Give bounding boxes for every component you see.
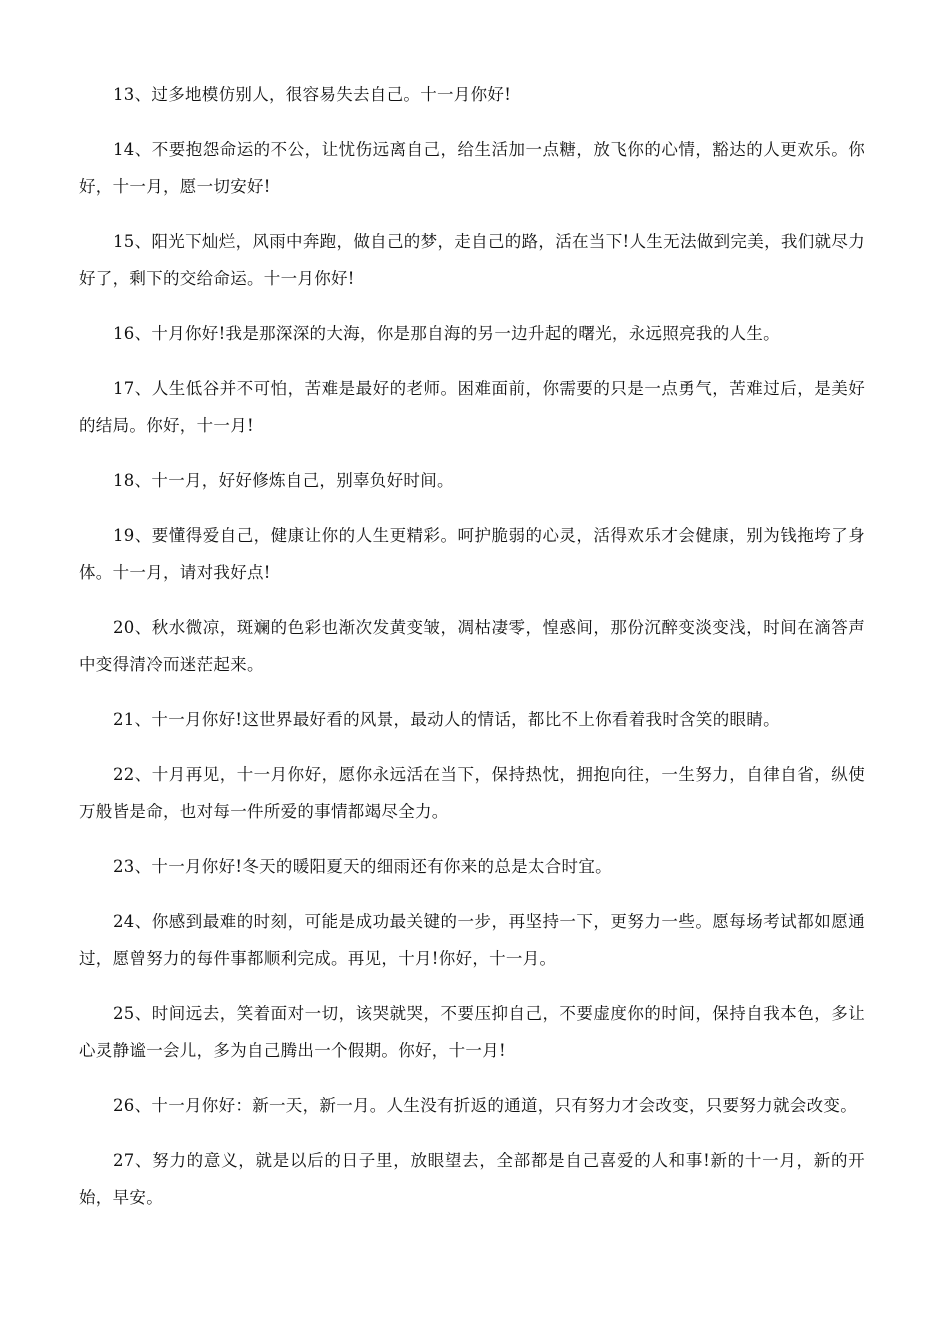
paragraph-14: 14、不要抱怨命运的不公，让忧伤远离自己，给生活加一点糖，放飞你的心情，豁达的人更欢乐。你好，十一月，愿一切安好! [79, 140, 865, 196]
paragraph-20: 20、秋水微凉，斑斓的色彩也渐次发黄变皱，凋枯凄零，惶惑间，那份沉醉变淡变浅，时间在滴答声中变得清冷而迷茫起来。 [79, 618, 865, 674]
paragraph-25: 25、时间远去，笑着面对一切，该哭就哭，不要压抑自己，不要虚度你的时间，保持自我本色，多让心灵静谧一会儿，多为自己腾出一个假期。你好，十一月! [79, 1004, 865, 1060]
paragraph-13: 13、过多地模仿别人，很容易失去自己。十一月你好! [113, 85, 512, 104]
paragraph-22: 22、十月再见，十一月你好，愿你永远活在当下，保持热忱，拥抱向往，一生努力，自律自省，纵使万般皆是命，也对每一件所爱的事情都竭尽全力。 [79, 765, 865, 821]
paragraph-27: 27、努力的意义，就是以后的日子里，放眼望去，全部都是自己喜爱的人和事!新的十一月，新的开始，早安。 [79, 1151, 865, 1207]
paragraph-18: 18、十一月，好好修炼自己，别辜负好时间。 [113, 471, 454, 490]
paragraph-24: 24、你感到最难的时刻，可能是成功最关键的一步，再坚持一下，更努力一些。愿每场考试都如愿通过，愿曾努力的每件事都顺利完成。再见，十月!你好，十一月。 [79, 912, 865, 968]
paragraph-26: 26、十一月你好：新一天，新一月。人生没有折返的通道，只有努力才会改变，只要努力就会改变。 [113, 1096, 857, 1115]
paragraph-15: 15、阳光下灿烂，风雨中奔跑，做自己的梦，走自己的路，活在当下!人生无法做到完美，我们就尽力好了，剩下的交给命运。十一月你好! [79, 232, 865, 288]
document-body [79, 76, 865, 1234]
paragraph-17: 17、人生低谷并不可怕，苦难是最好的老师。困难面前，你需要的只是一点勇气，苦难过后，是美好的结局。你好，十一月! [79, 379, 865, 435]
paragraph-21: 21、十一月你好!这世界最好看的风景，最动人的情话，都比不上你看着我时含笑的眼睛。 [113, 710, 780, 729]
paragraph-23: 23、十一月你好!冬天的暖阳夏天的细雨还有你来的总是太合时宜。 [113, 857, 612, 876]
paragraph-19: 19、要懂得爱自己，健康让你的人生更精彩。呵护脆弱的心灵，活得欢乐才会健康，别为钱拖垮了身体。十一月，请对我好点! [79, 526, 865, 582]
paragraph-16: 16、十月你好!我是那深深的大海，你是那自海的另一边升起的曙光，永远照亮我的人生。 [113, 324, 780, 343]
